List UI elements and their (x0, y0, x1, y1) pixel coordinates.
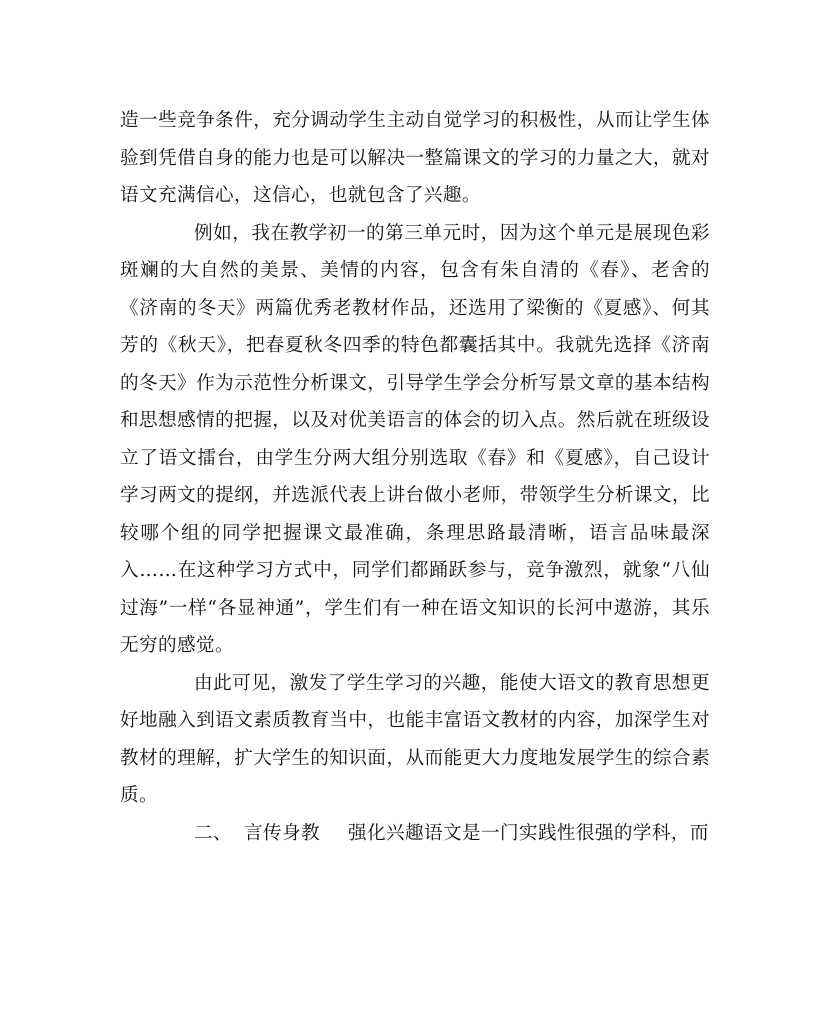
document-body (120, 102, 710, 852)
section-heading (120, 815, 710, 853)
section-title: 言传身教 (244, 822, 320, 844)
paragraph-example: 例如，我在教学初一的第三单元时，因为这个单元是展现色彩斑斓的大自然的美景、美情的内容，包含有朱自清的《春》、老舍的《济南的冬天》两篇优秀老教材作品，还选用了梁衡的《夏感》、何其芳的《秋天》，把春夏秋冬四季的特色都囊括其中。我就先选择《济南的冬天》作为示范性分析课文，引导学生学会分析写景文章的基本结构和思想感情的把握，以及对优美语言的体会的切入点。然后就在班级设立了语文擂台，由学生分两大组分别选取《春》和《夏感》，自己设计学习两文的提纲，并选派代表上讲台做小老师，带领学生分析课文，比较哪个组的同学把握课文最准确，条理思路最清晰，语言品味最深入……在这种学习方式中，同学们都踊跃参与，竞争激烈，就象“八仙过海”一样“各显神通”，学生们有一种在语文知识的长河中遨游，其乐无穷的感觉。 (120, 222, 710, 656)
paragraph-conclusion: 由此可见，激发了学生学习的兴趣，能使大语文的教育思想更好地融入到语文素质教育当中，也能丰富语文教材的内容，加深学生对教材的理解，扩大学生的知识面，从而能更大力度地发展学生的综合素质。 (120, 672, 710, 806)
section-lead-text: 强化兴趣语文是一门实践性很强的学科，而 (348, 822, 709, 844)
paragraph-continuation: 造一些竞争条件，充分调动学生主动自觉学习的积极性，从而让学生体验到凭借自身的能力也是可以解决一整篇课文的学习的力量之大，就对语文充满信心，这信心，也就包含了兴趣。 (120, 110, 710, 206)
section-number: 二、 (194, 822, 232, 844)
